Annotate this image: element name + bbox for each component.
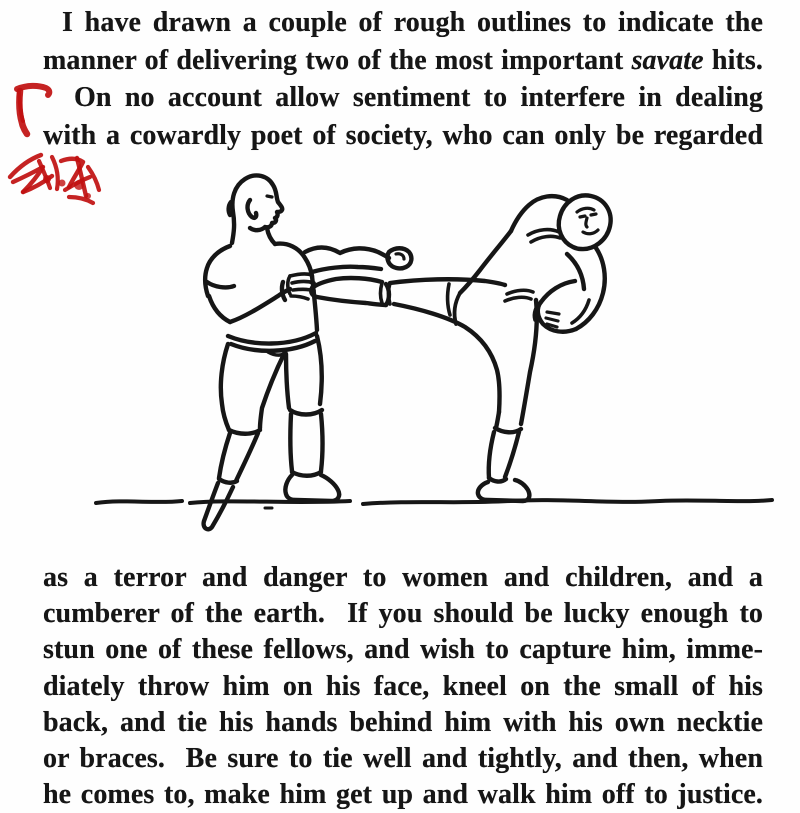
right-figure bbox=[311, 195, 610, 501]
text-line: I have drawn a couple of rough outlines to indicate the bbox=[62, 7, 763, 38]
text-line: diately throw him on his face, kneel on the small of his bbox=[43, 670, 763, 702]
text-line: he comes to, make him get up and walk him off to justice. bbox=[43, 779, 763, 811]
text-segment: manner of delivering two of the most important bbox=[43, 44, 624, 76]
text-line: with a cowardly poet of society, who can only be regarded bbox=[43, 119, 763, 151]
top-text-block bbox=[43, 4, 763, 154]
text-line: back, and tie his hands behind him with his own necktie bbox=[43, 706, 763, 738]
text-segment: hits. bbox=[711, 44, 763, 76]
left-figure bbox=[204, 175, 412, 529]
text-line: stun one of these fellows, and wish to capture him, imme- bbox=[43, 634, 763, 666]
text-line: cumberer of the earth. If you should be lucky enough to bbox=[43, 598, 763, 630]
ground-line bbox=[96, 500, 772, 508]
text-line: as a terror and danger to women and children, and a bbox=[43, 562, 763, 593]
text-line: On no account allow sentiment to interfere in dealing bbox=[74, 82, 763, 113]
text-line: or braces. Be sure to tie well and tightly, and then, when bbox=[43, 743, 763, 775]
text-line bbox=[43, 42, 763, 80]
bottom-text-block bbox=[43, 560, 763, 813]
italic-word-savate: savate bbox=[631, 44, 704, 76]
red-scribble-mark bbox=[10, 155, 99, 203]
